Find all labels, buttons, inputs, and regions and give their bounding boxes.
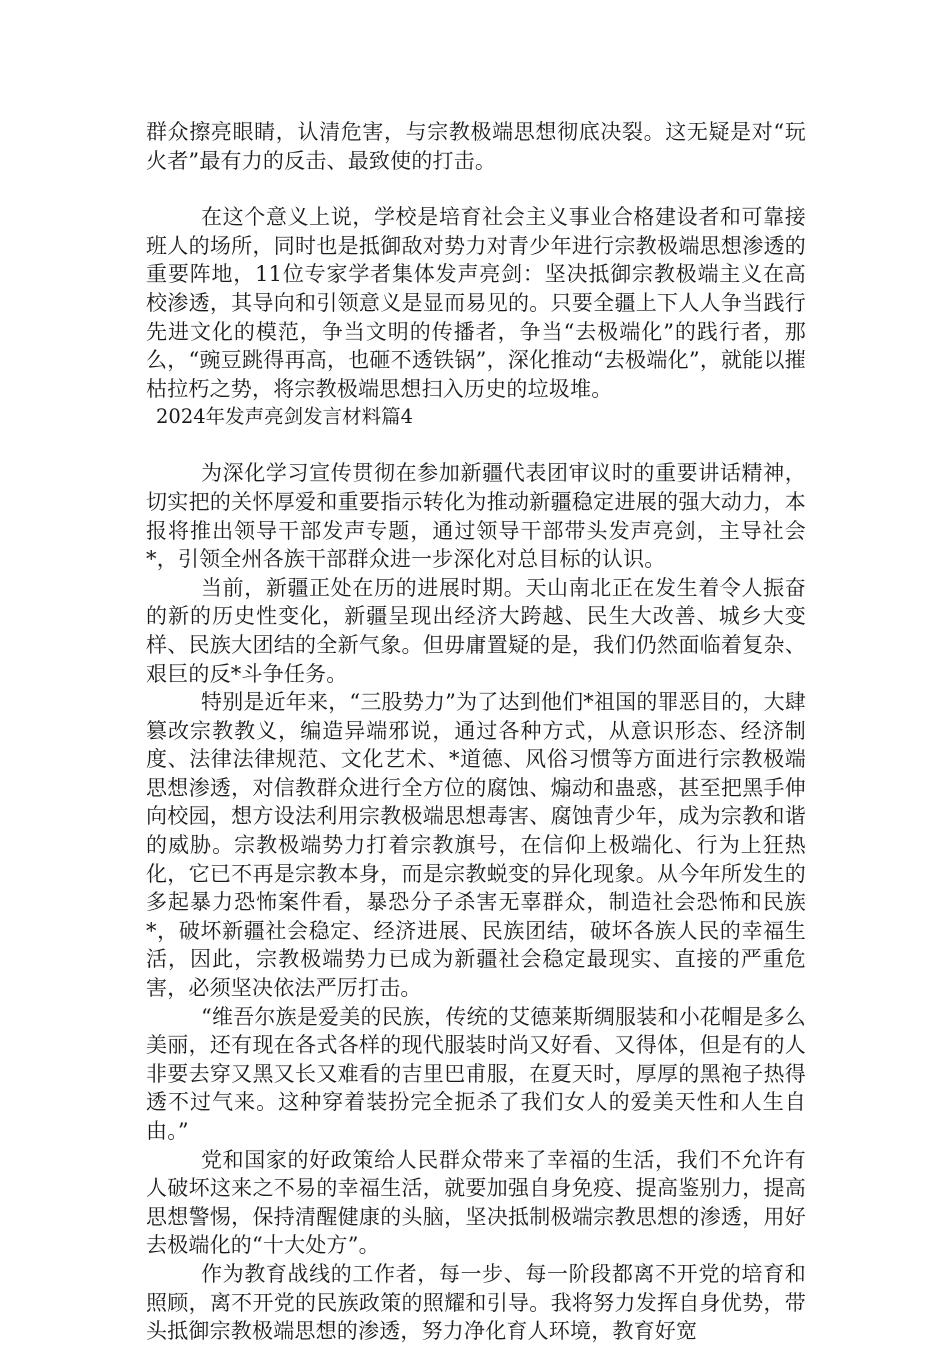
paragraph-intro: 为深化学习宣传贯彻在参加新疆代表团审议时的重要讲话精神，切实把的关怀厚爱和重要指示转化为推动新疆稳定进展的强大动力，本报将推出领导干部发声专题，通过领导干部带头发声亮剑，主导社会*，引领全州各族干部群众进一步深化对总目标的认识。 — [146, 461, 806, 572]
paragraph-policy: 党和国家的好政策给人民群众带来了幸福的生活，我们不允许有人破坏这来之不易的幸福生活，就要加强自身免疫、提高鉴别力，提高思想警惕，保持清醒健康的头脑，坚决抵制极端宗教思想的渗透，用好去极端化的“十大处方”。 — [146, 1147, 806, 1258]
paragraph-three-forces: 特别是近年来，“三股势力”为了达到他们*祖国的罪恶目的，大肆篡改宗教教义，编造异端邪说，通过各种方式，从意识形态、经济制度、法律法律规范、文化艺术、*道德、风俗习惯等方面进行宗教极端思想渗透，对信教群众进行全方位的腐蚀、煽动和蛊惑，甚至把黑手伸向校园，想方设法利用宗教极端思想毒害、腐蚀青少年，成为宗教和谐的威胁。宗教极端势力打着宗教旗号，在信仰上极端化、行为上狂热化，它已不再是宗教本身，而是宗教蜕变的异化现象。从今年所发生的多起暴力恐怖案件看，暴恐分子杀害无辜群众，制造社会恐怖和民族*，破坏新疆社会稳定、经济进展、民族团结，破坏各族人民的幸福生活，因此，宗教极端势力已成为新疆社会稳定最现实、直接的严重危害，必须坚决依法严厉打击。 — [146, 690, 806, 1001]
paragraph-school-significance: 在这个意义上说，学校是培育社会主义事业合格建设者和可靠接班人的场所，同时也是抵御敌对势力对青少年进行宗教极端思想渗透的重要阵地，11位专家学者集体发声亮剑：坚决抵御宗教极端主义在高校渗透，其导向和引领意义是显而易见的。只要全疆上下人人争当践行先进文化的模范，争当文明的传播者，争当“去极端化”的践行者，那么，“豌豆跳得再高，也砸不透铁锅”，深化推动“去极端化”，就能以摧枯拉朽之势，将宗教极端思想扫入历史的垃圾堆。 — [146, 205, 806, 401]
paragraph-continuation: 群众擦亮眼睛，认清危害，与宗教极端思想彻底决裂。这无疑是对“玩火者”最有力的反击、最致使的打击。 — [146, 120, 806, 173]
document-page — [146, 118, 806, 1346]
paragraph-educator: 作为教育战线的工作者，每一步、每一阶段都离不开党的培育和照顾，离不开党的民族政策的照耀和引导。我将努力发挥自身优势，带头抵御宗教极端思想的渗透，努力净化育人环境，教育好宽 — [146, 1261, 806, 1344]
paragraph-quote: “维吾尔族是爱美的民族，传统的艾德莱斯绸服装和小花帽是多么美丽，还有现在各式各样的现代服装时尚又好看、又得体，但是有的人非要去穿又黑又长又难看的吉里巴甫服，在夏天时，厚厚的黑袍子热得透不过气来。这种穿着装扮完全扼杀了我们女人的爱美天性和人生自由。” — [146, 1004, 806, 1143]
section-heading: 2024年发声亮剑发言材料篇4 — [156, 405, 414, 429]
paragraph-current-situation: 当前，新疆正处在历的进展时期。天山南北正在发生着令人振奋的新的历史性变化，新疆呈现出经济大跨越、民生大改善、城乡大变样、民族大团结的全新气象。但毋庸置疑的是，我们仍然面临着复杂、艰巨的反*斗争任务。 — [146, 575, 806, 686]
